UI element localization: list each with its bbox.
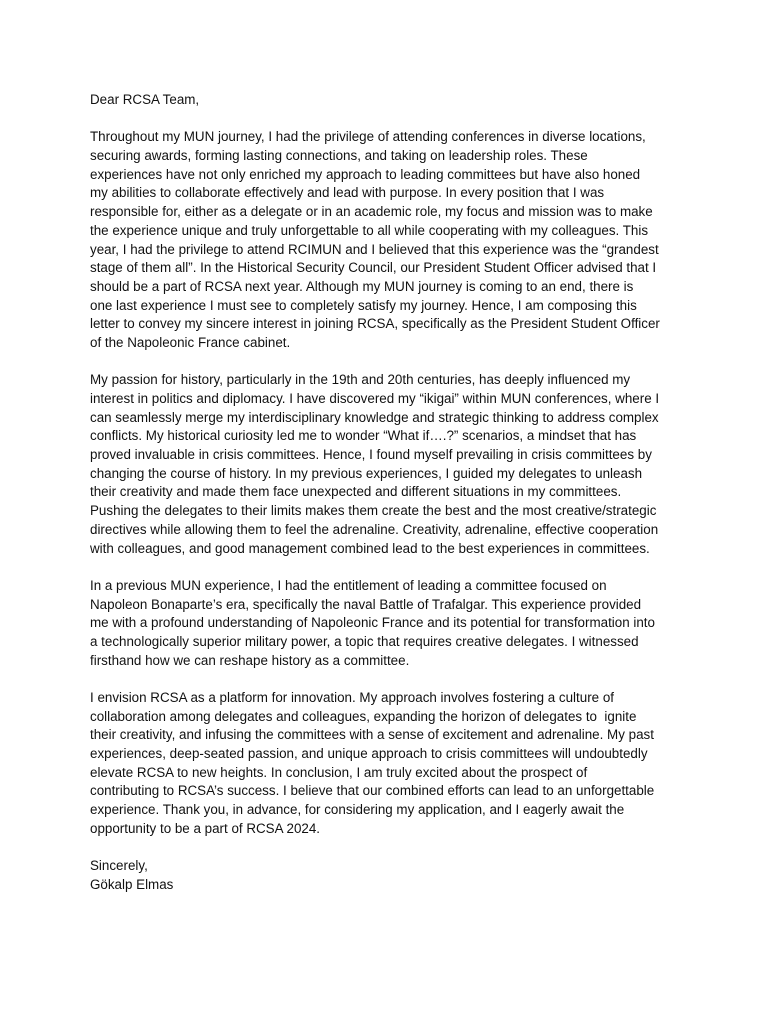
paragraph-line: the experience unique and truly unforgettable to all while cooperating with my colleagues. This <box>90 222 649 238</box>
letter-paragraph <box>90 577 686 670</box>
paragraph-line: responsible for, either as a delegate or in an academic role, my focus and mission was to make <box>90 204 653 220</box>
paragraph-line: Napoleon Bonaparte’s era, specifically the naval Battle of Trafalgar. This experience provided <box>90 596 642 612</box>
letter-closing: Sincerely, <box>90 858 148 874</box>
letter-paragraph <box>90 128 686 352</box>
paragraph-line: firsthand how we can reshape history as a committee. <box>90 652 410 668</box>
paragraph-line: experiences, deep-seated passion, and unique approach to crisis committees will undoubtedly <box>90 746 648 762</box>
letter-paragraphs <box>90 128 686 857</box>
paragraph-line: my abilities to collaborate effectively and lead with purpose. In every position that I was <box>90 185 605 201</box>
paragraph-spacer <box>90 110 686 129</box>
paragraph-line: Pushing the delegates to their limits makes them create the best and the most creative/strategic <box>90 503 657 519</box>
paragraph-line: experience. Thank you, in advance, for considering my application, and I eagerly await the <box>90 802 625 818</box>
paragraph-line: stage of them all”. In the Historical Security Council, our President Student Officer advised that I <box>90 260 657 276</box>
paragraph-line: contributing to RCSA’s success. I believe that our combined efforts can lead to an unforgettable <box>90 783 655 799</box>
paragraph-line: directives while allowing them to feel the adrenaline. Creativity, adrenaline, effective cooperation <box>90 521 659 537</box>
paragraph-line: collaboration among delegates and colleagues, expanding the horizon of delegates to ignite <box>90 708 637 724</box>
paragraph-line: me with a profound understanding of Napoleonic France and its potential for transformation into <box>90 615 655 631</box>
paragraph-spacer <box>90 558 686 577</box>
letter-paragraph <box>90 689 686 839</box>
paragraph-line: year, I had the privilege to attend RCIMUN and I believed that this experience was the “grandest <box>90 241 659 257</box>
paragraph-line: securing awards, forming lasting connections, and taking on leadership roles. These <box>90 148 588 164</box>
paragraph-line: opportunity to be a part of RCSA 2024. <box>90 820 321 836</box>
letter-greeting: Dear RCSA Team, <box>90 92 200 107</box>
paragraph-line: I envision RCSA as a platform for innovation. My approach involves fostering a culture of <box>90 690 614 705</box>
paragraph-line: should be a part of RCSA next year. Although my MUN journey is coming to an end, there is <box>90 278 634 294</box>
paragraph-line: experiences have not only enriched my approach to leading committees but have also honed <box>90 166 641 182</box>
paragraph-line: In a previous MUN experience, I had the entitlement of leading a committee focused on <box>90 577 607 593</box>
paragraph-spacer <box>90 670 686 689</box>
paragraph-line: proved invaluable in crisis committees. Hence, I found myself prevailing in crisis committees by <box>90 447 652 463</box>
paragraph-line: a technologically superior military power, a topic that requires creative delegates. I witnessed <box>90 633 639 649</box>
paragraph-line: their creativity, and infusing the committees with a sense of excitement and adrenaline. My past <box>90 727 654 743</box>
paragraph-line: conflicts. My historical curiosity led me to wonder “What if….?” scenarios, a mindset that has <box>90 428 637 444</box>
paragraph-line: can seamlessly merge my interdisciplinary knowledge and strategic thinking to address complex <box>90 409 659 425</box>
paragraph-spacer <box>90 839 686 858</box>
letter-signature: Gökalp Elmas <box>90 876 174 892</box>
paragraph-line: My passion for history, particularly in the 19th and 20th centuries, has deeply influenced my <box>90 372 631 388</box>
paragraph-line: changing the course of history. In my previous experiences, I guided my delegates to unleash <box>90 465 643 481</box>
paragraph-line: with colleagues, and good management combined lead to the best experiences in committees. <box>90 540 650 556</box>
paragraph-line: Throughout my MUN journey, I had the privilege of attending conferences in diverse locations, <box>90 129 646 145</box>
letter-paragraph <box>90 371 686 558</box>
letter-body <box>90 91 686 895</box>
paragraph-spacer <box>90 353 686 372</box>
paragraph-line: of the Napoleonic France cabinet. <box>90 334 291 350</box>
paragraph-line: interest in politics and diplomacy. I have discovered my “ikigai” within MUN conferences, where I <box>90 391 660 406</box>
paragraph-line: letter to convey my sincere interest in joining RCSA, specifically as the President Student Officer <box>90 316 660 332</box>
paragraph-line: elevate RCSA to new heights. In conclusion, I am truly excited about the prospect of <box>90 764 588 780</box>
paragraph-line: one last experience I must see to completely satisfy my journey. Hence, I am composing this <box>90 297 637 313</box>
paragraph-line: their creativity and made them face unexpected and different situations in my committees. <box>90 484 622 500</box>
